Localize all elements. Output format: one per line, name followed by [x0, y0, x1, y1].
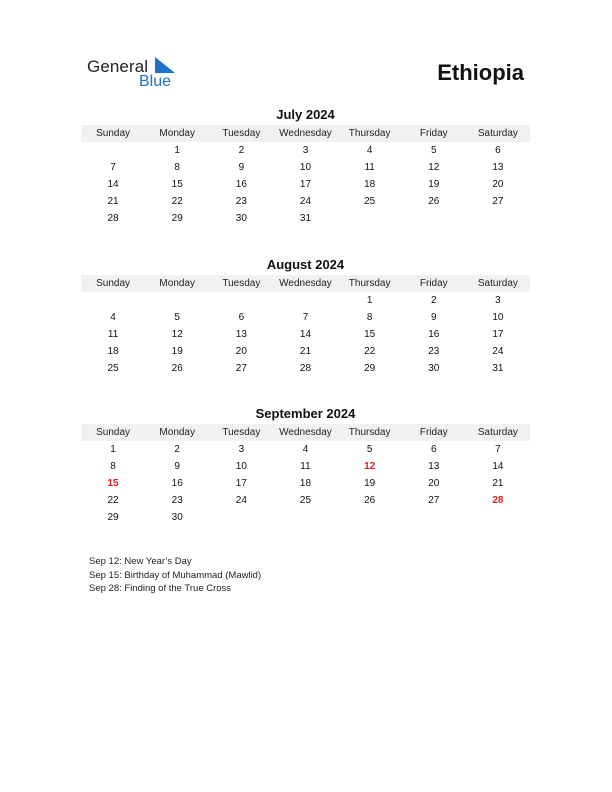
day-cell: 16 — [428, 329, 440, 340]
day-cell: 5 — [366, 444, 373, 455]
day-cell: 5 — [430, 145, 437, 156]
month-august — [81, 256, 530, 377]
weekday-label: Tuesday — [222, 278, 261, 289]
day-cell: 15 — [107, 478, 119, 489]
day-cell: 8 — [174, 162, 180, 173]
weekday-label: Thursday — [348, 278, 391, 289]
country-title: Ethiopia — [437, 60, 524, 85]
week-row — [81, 509, 530, 526]
day-cell: 12 — [364, 461, 376, 472]
day-cell: 21 — [107, 196, 119, 207]
day-cell: 3 — [302, 145, 309, 156]
week-row — [81, 292, 530, 309]
week-row — [81, 159, 530, 176]
day-cell: 24 — [492, 346, 504, 357]
weekday-label: Thursday — [348, 427, 391, 438]
weekday-label: Sunday — [96, 128, 131, 139]
day-cell: 31 — [299, 213, 312, 224]
weekday-label: Saturday — [477, 278, 518, 289]
month-title: August 2024 — [266, 257, 345, 272]
weekday-label: Tuesday — [222, 427, 261, 438]
day-cell: 6 — [238, 312, 245, 323]
day-cell: 17 — [299, 179, 312, 190]
day-cell: 1 — [174, 145, 180, 156]
weekday-label: Monday — [159, 128, 195, 139]
day-cell: 18 — [364, 179, 376, 190]
holiday-note: Sep 12: New Year’s Day — [89, 556, 192, 567]
week-row — [81, 193, 530, 210]
weekday-label: Wednesday — [279, 427, 332, 438]
weekday-label: Tuesday — [222, 128, 261, 139]
week-row — [81, 326, 530, 343]
weekday-header — [81, 275, 530, 292]
week-row — [81, 142, 530, 159]
weekday-header — [81, 125, 530, 142]
day-cell: 10 — [492, 312, 504, 323]
day-cell: 24 — [235, 495, 247, 506]
day-cell: 29 — [107, 512, 119, 523]
day-cell: 25 — [299, 495, 312, 506]
day-cell: 23 — [235, 196, 247, 207]
day-cell: 30 — [171, 512, 183, 523]
day-cell: 19 — [428, 179, 440, 190]
logo-word-general: General — [87, 57, 149, 76]
week-row — [81, 475, 530, 492]
month-title: July 2024 — [276, 107, 335, 122]
day-cell: 5 — [174, 312, 180, 323]
day-cell: 2 — [174, 444, 180, 455]
day-cell: 11 — [364, 162, 375, 173]
day-cell: 20 — [428, 478, 440, 489]
day-cell: 9 — [430, 312, 437, 323]
day-cell: 11 — [107, 329, 119, 340]
day-cell: 21 — [299, 346, 312, 357]
day-cell: 23 — [428, 346, 440, 357]
day-cell: 30 — [235, 213, 247, 224]
day-cell: 13 — [428, 461, 440, 472]
weekday-label: Friday — [419, 278, 448, 289]
week-row — [81, 343, 530, 360]
generalblue-logo — [87, 55, 187, 91]
day-cell: 1 — [110, 444, 116, 455]
day-cell: 28 — [492, 495, 504, 506]
day-cell: 25 — [107, 363, 119, 374]
day-cell: 13 — [235, 329, 247, 340]
holiday-note: Sep 15: Birthday of Muhammad (Mawlid) — [89, 569, 262, 581]
logo-word-blue: Blue — [139, 73, 172, 90]
day-cell: 19 — [364, 478, 376, 489]
day-cell: 14 — [107, 179, 119, 190]
weekday-label: Sunday — [96, 427, 131, 438]
day-cell: 4 — [302, 444, 309, 455]
day-cell: 14 — [299, 329, 312, 340]
month-september — [81, 405, 530, 526]
day-cell: 26 — [428, 196, 440, 207]
day-cell: 29 — [364, 363, 376, 374]
day-cell: 8 — [110, 461, 116, 472]
day-cell: 3 — [238, 444, 245, 455]
day-cell: 24 — [299, 196, 312, 207]
holiday-note: Sep 28: Finding of the True Cross — [89, 583, 232, 594]
day-cell: 9 — [174, 461, 180, 472]
weekday-label: Saturday — [477, 128, 518, 139]
day-cell: 19 — [171, 346, 183, 357]
day-cell: 30 — [428, 363, 440, 374]
day-cell: 28 — [107, 213, 119, 224]
weekday-label: Monday — [159, 427, 195, 438]
week-row — [81, 176, 530, 193]
weekday-label: Sunday — [96, 278, 131, 289]
weekday-label: Wednesday — [279, 278, 332, 289]
holiday-notes — [89, 555, 261, 596]
weekday-label: Thursday — [348, 128, 391, 139]
day-cell: 15 — [171, 179, 183, 190]
day-cell: 2 — [238, 145, 245, 156]
logo-flag-icon — [155, 57, 175, 73]
day-cell: 4 — [366, 145, 373, 156]
day-cell: 28 — [299, 363, 312, 374]
day-cell: 7 — [495, 444, 501, 455]
day-cell: 31 — [492, 363, 504, 374]
day-cell: 15 — [364, 329, 376, 340]
weekday-header — [81, 424, 530, 441]
day-cell: 22 — [107, 495, 119, 506]
month-title: September 2024 — [255, 406, 356, 421]
day-cell: 3 — [495, 295, 501, 306]
day-cell: 25 — [364, 196, 376, 207]
day-cell: 22 — [364, 346, 376, 357]
day-cell: 8 — [366, 312, 373, 323]
day-cell: 6 — [430, 444, 437, 455]
day-cell: 21 — [492, 478, 504, 489]
week-row — [81, 360, 530, 377]
month-july — [81, 106, 530, 227]
day-cell: 27 — [492, 196, 504, 207]
weekday-label: Saturday — [477, 427, 518, 438]
day-cell: 4 — [110, 312, 116, 323]
day-cell: 16 — [235, 179, 247, 190]
day-cell: 10 — [299, 162, 312, 173]
day-cell: 2 — [430, 295, 437, 306]
day-cell: 7 — [110, 162, 116, 173]
day-cell: 11 — [300, 461, 311, 472]
day-cell: 26 — [364, 495, 376, 506]
day-cell: 12 — [428, 162, 440, 173]
week-row — [81, 210, 530, 227]
day-cell: 18 — [107, 346, 119, 357]
day-cell: 16 — [171, 478, 183, 489]
day-cell: 17 — [492, 329, 504, 340]
day-cell: 9 — [238, 162, 245, 173]
week-row — [81, 309, 530, 326]
day-cell: 12 — [171, 329, 183, 340]
day-cell: 6 — [495, 145, 501, 156]
weekday-label: Wednesday — [279, 128, 332, 139]
day-cell: 20 — [492, 179, 504, 190]
day-cell: 22 — [171, 196, 183, 207]
day-cell: 18 — [299, 478, 312, 489]
week-row — [81, 492, 530, 509]
day-cell: 23 — [171, 495, 183, 506]
day-cell: 27 — [428, 495, 440, 506]
week-row — [81, 441, 530, 458]
weekday-label: Monday — [159, 278, 195, 289]
day-cell: 26 — [171, 363, 183, 374]
day-cell: 13 — [492, 162, 504, 173]
day-cell: 17 — [235, 478, 247, 489]
day-cell: 27 — [235, 363, 247, 374]
day-cell: 7 — [302, 312, 309, 323]
day-cell: 29 — [171, 213, 183, 224]
weekday-label: Friday — [419, 427, 448, 438]
day-cell: 10 — [235, 461, 247, 472]
weekday-label: Friday — [419, 128, 448, 139]
week-row — [81, 458, 530, 475]
day-cell: 14 — [492, 461, 504, 472]
day-cell: 20 — [235, 346, 247, 357]
day-cell: 1 — [366, 295, 373, 306]
